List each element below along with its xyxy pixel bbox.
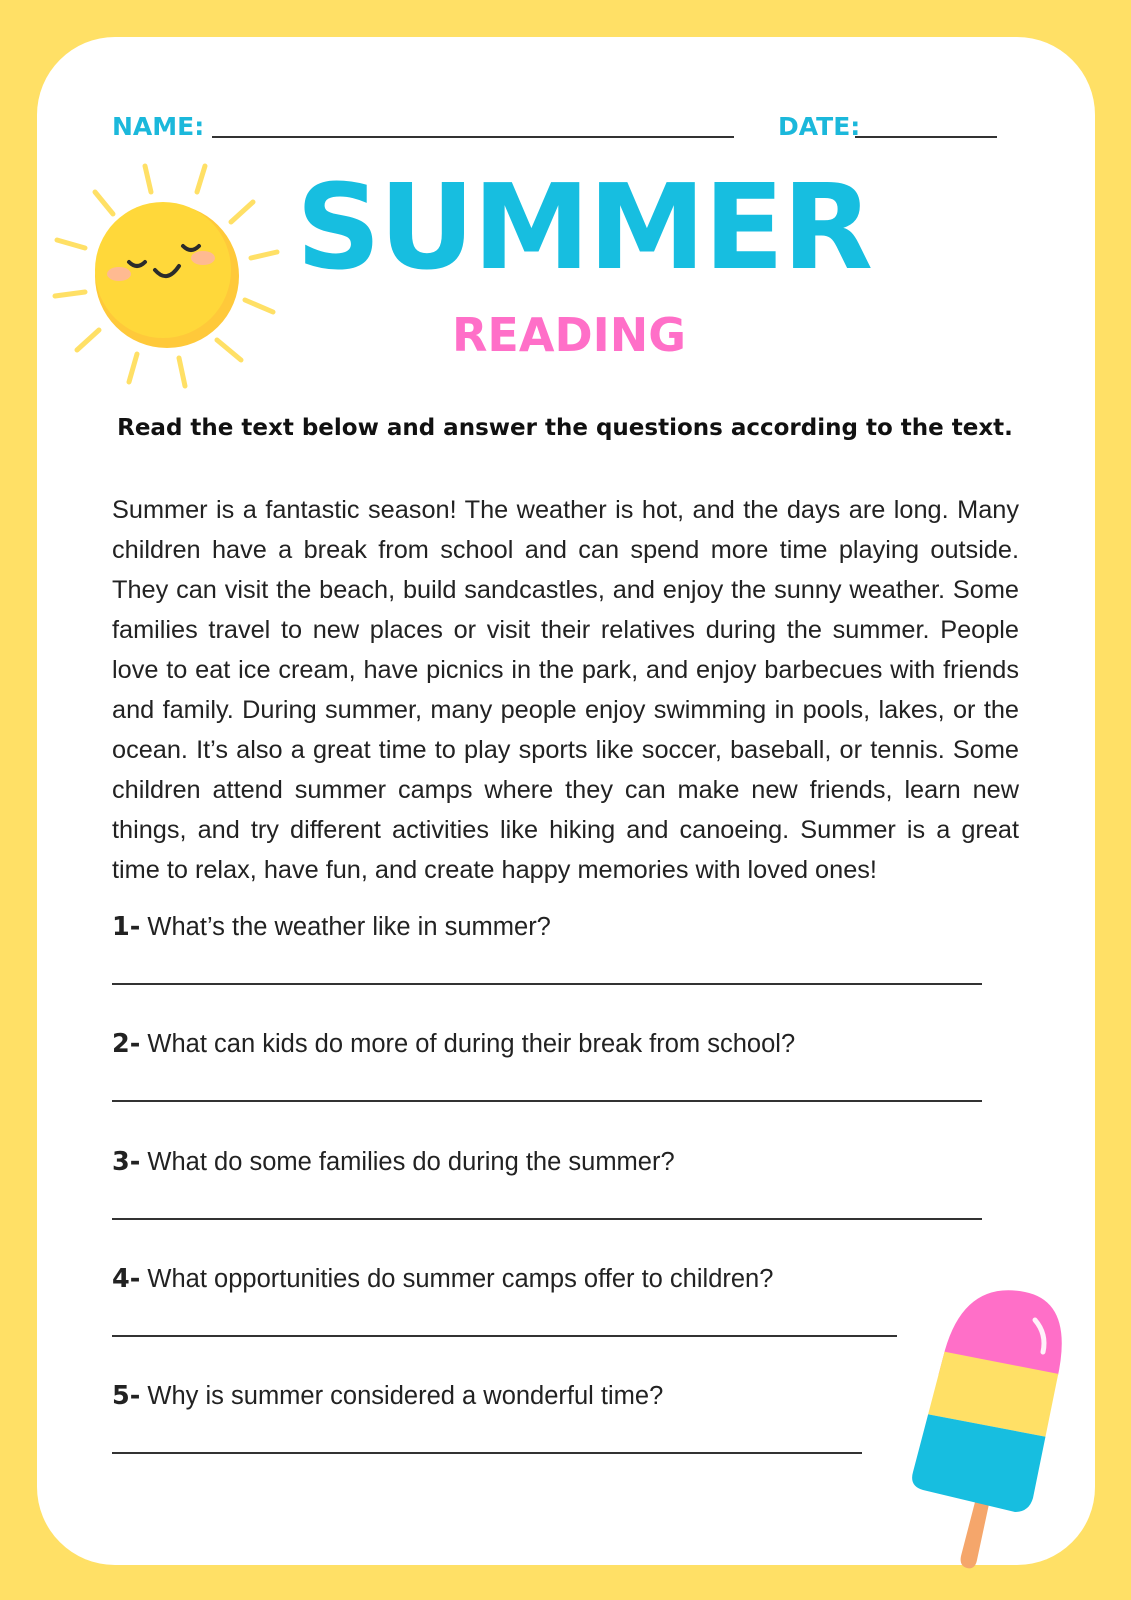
name-field-line[interactable] — [212, 136, 734, 138]
answer-line-4[interactable] — [112, 1335, 897, 1337]
page-title: SUMMER — [296, 158, 872, 296]
question-text: Why is summer considered a wonderful time? — [147, 1382, 664, 1410]
question-number: 3- — [112, 1147, 141, 1177]
smiling-sun-icon — [45, 150, 295, 400]
date-label: DATE: — [778, 112, 861, 141]
answer-line-5[interactable] — [112, 1452, 862, 1454]
name-label: NAME: — [112, 112, 205, 141]
question-2 — [112, 1029, 795, 1059]
question-3 — [112, 1147, 675, 1177]
question-number: 4- — [112, 1264, 141, 1294]
date-field-line[interactable] — [855, 136, 997, 138]
answer-line-1[interactable] — [112, 983, 982, 985]
question-text: What can kids do more of during their break from school? — [147, 1030, 796, 1058]
popsicle-icon — [905, 1290, 1095, 1600]
reading-passage: Summer is a fantastic season! The weather is hot, and the days are long. Many children have a break from school and can spend more time playing outside. They can visit the beach, build sandcastles, and enjoy the sunny weather. Some families travel to new places or visit their relatives during the summer. People love to eat ice cream, have picnics in the park, and enjoy barbecues with friends and family. During summer, many people enjoy swimming in pools, lakes, or the ocean. It’s also a great time to play sports like soccer, baseball, or tennis. Some children attend summer camps where they can make new friends, learn new things, and try different activities like hiking and canoeing. Summer is a great time to relax, have fun, and create happy memories with loved ones! — [112, 496, 1019, 884]
answer-line-3[interactable] — [112, 1218, 982, 1220]
answer-line-2[interactable] — [112, 1100, 982, 1102]
question-text: What do some families do during the summer? — [147, 1148, 675, 1176]
question-5 — [112, 1381, 663, 1411]
instructions: Read the text below and answer the questions according to the text. — [117, 415, 1013, 441]
question-text: What opportunities do summer camps offer to children? — [147, 1265, 774, 1293]
page-subtitle: READING — [452, 308, 686, 362]
question-text: What’s the weather like in summer? — [147, 913, 551, 941]
question-number: 1- — [112, 912, 141, 942]
question-number: 5- — [112, 1381, 141, 1411]
question-number: 2- — [112, 1029, 141, 1059]
question-4 — [112, 1264, 773, 1294]
question-1 — [112, 912, 551, 942]
